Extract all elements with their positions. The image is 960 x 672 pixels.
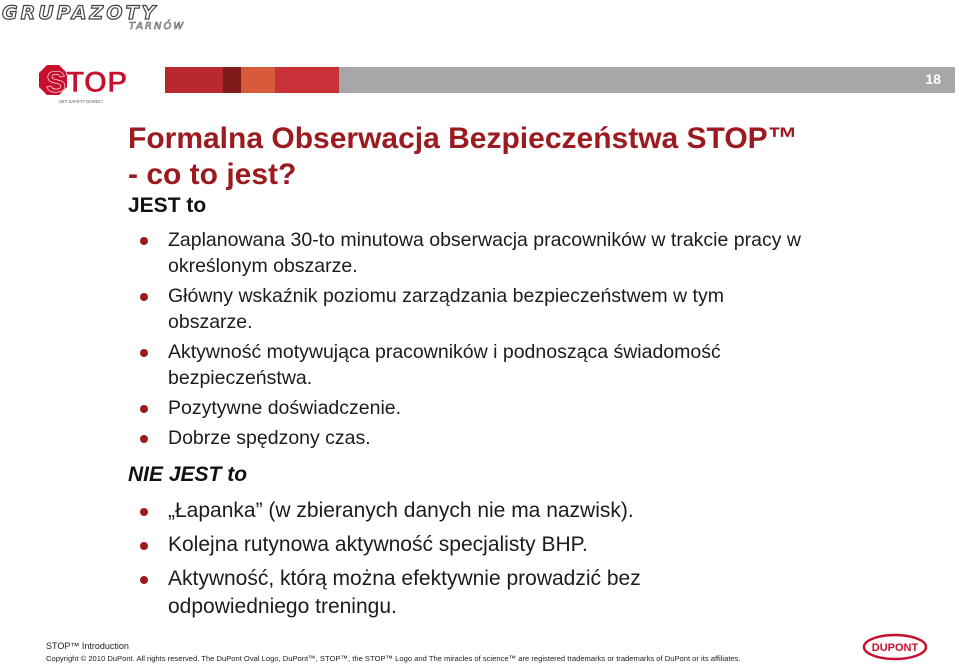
item-line: Główny wskaźnik poziomu zarządzania bezpieczeństwem w tym xyxy=(168,285,724,307)
logo-city: TARNÓW xyxy=(129,21,186,32)
item-line: Aktywność motywująca pracowników i podnosząca świadomość xyxy=(168,341,721,363)
bullet-icon xyxy=(140,293,148,301)
bullet-icon xyxy=(140,349,148,357)
bullet-icon xyxy=(140,576,148,584)
grupa-azoty-logo xyxy=(2,2,207,36)
item-line: Aktywność, którą można efektywnie prowadzić bez xyxy=(168,567,641,590)
bullet-icon xyxy=(140,542,148,550)
item-line: bezpieczeństwa. xyxy=(168,367,313,389)
stop-tagline: SET SAFETY DOING? xyxy=(59,99,103,104)
item-line: „Łapanka” (w zbieranych danych nie ma nazwisk). xyxy=(168,499,634,522)
banner-segment xyxy=(241,67,275,93)
footer-copyright: Copyright © 2010 DuPont. All rights reserved. The DuPont Oval Logo, DuPont™, STOP™, the STOP™ Logo and The miracles of science™ are registered trademarks or trademarks of DuPont or its affiliates. xyxy=(46,654,741,663)
bullet-icon xyxy=(140,435,148,443)
list-item xyxy=(140,497,930,525)
bullet-icon xyxy=(140,508,148,516)
not-list xyxy=(140,497,930,627)
item-line: odpowiedniego treningu. xyxy=(168,595,397,618)
dupont-logo xyxy=(862,633,928,661)
list-item xyxy=(140,227,930,279)
bullet-icon xyxy=(140,405,148,413)
is-heading: JEST to xyxy=(128,194,207,217)
banner-segment xyxy=(165,67,223,93)
not-heading: NIE JEST to xyxy=(128,463,248,486)
item-line: obszarze. xyxy=(168,311,253,333)
banner-segment xyxy=(275,67,339,93)
list-item xyxy=(140,339,930,391)
stop-word: STOP xyxy=(46,66,128,99)
list-item xyxy=(140,283,930,335)
dupont-word: DUPONT xyxy=(871,642,919,654)
title-line: Formalna Obserwacja Bezpieczeństwa STOP™ xyxy=(128,122,798,155)
item-line: określonym obszarze. xyxy=(168,255,358,277)
slide-banner xyxy=(165,67,955,93)
slide-number: 18 xyxy=(925,71,941,87)
item-line: Dobrze spędzony czas. xyxy=(168,427,371,449)
item-line: Kolejna rutynowa aktywność specjalisty BHP. xyxy=(168,533,588,556)
list-item xyxy=(140,425,930,451)
list-item xyxy=(140,565,930,621)
stop-logo xyxy=(37,63,131,105)
item-line: Pozytywne doświadczenie. xyxy=(168,397,402,419)
list-item xyxy=(140,531,930,559)
list-item xyxy=(140,395,930,421)
slide-title xyxy=(128,121,928,193)
bullet-icon xyxy=(140,237,148,245)
title-line: - co to jest? xyxy=(128,158,297,191)
item-line: Zaplanowana 30-to minutowa obserwacja pracowników w trakcie pracy w xyxy=(168,229,801,251)
logo-wordmark: GRUPAZOTY xyxy=(2,2,159,24)
footer-course: STOP™ Introduction xyxy=(46,641,129,651)
is-list xyxy=(140,227,930,455)
banner-segment xyxy=(223,67,241,93)
